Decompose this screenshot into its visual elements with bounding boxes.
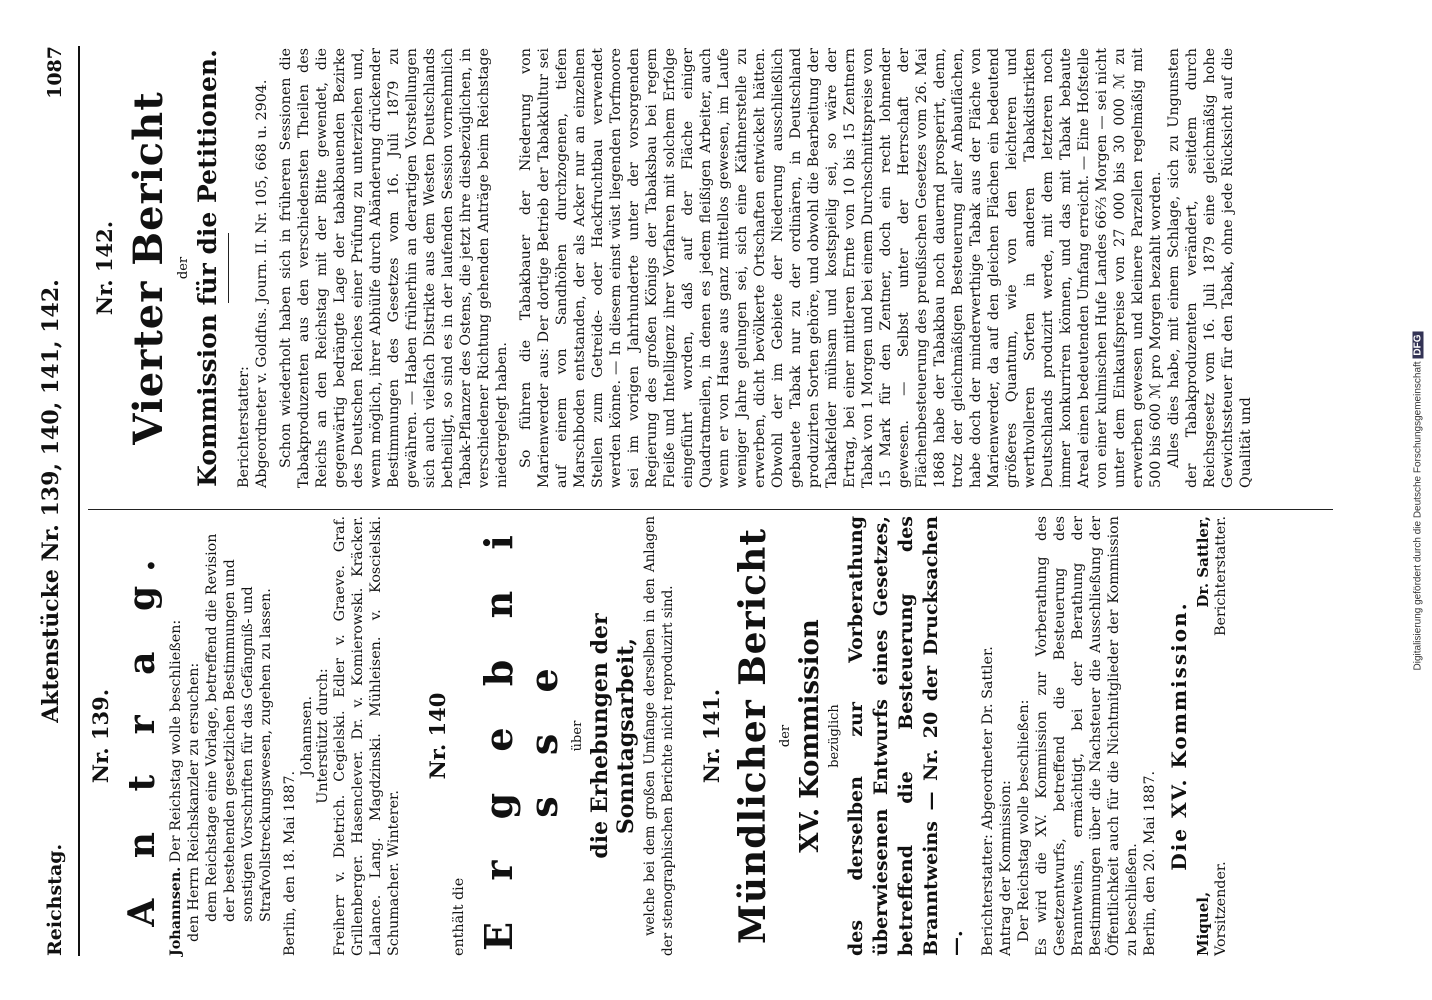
signature-right <box>1195 516 1230 636</box>
nr139-signer: Johannsen. <box>299 695 315 777</box>
nr142-p1: Schon wiederholt haben sich in früheren Sessionen die Tabakproduzenten aus den verschiedensten Theilen des Reichs an den Reichstag mit der Bitte gewendet, die gegenwärtig bedrängte Lage der tabakbauenden Bezirke des Deutschen Reiches einer Prüfung zu unterziehen und, wenn möglich, ihrer Abhülfe durch Abänderung drückender Bestimmungen des Gesetzes vom 16. Juli 1879 zu gewähren. — Haben früherhin an derartigen Vorstellungen sich auch vielfach Distrikte aus dem Westen Deutschlands betheiligt, so sind es in der laufenden Session vornehmlich Tabak-Pflanzer des Ostens, die jetzt ihre diesbezüglichen, in verschiedener Richtung gehenden Anträge beim Reichstage niedergelegt haben. <box>278 48 510 488</box>
nr142-p3: Alles dies habe, mit einem Schlage, sich zu Ungunsten der Tabakproduzenten verändert, seitdem durch Reichsgesetz vom 16. Juli 1879 eine gleichmäßig hohe Gewichtssteuer für den Tabak, ohne jede Rücksicht auf die Qualität und <box>1166 48 1254 488</box>
nr142-number: Nr. 142. <box>92 220 117 316</box>
nr139-p3: dem Reichstage eine Vorlage, betreffend die Revision der bestehenden gesetzlichen Bestimmungen und sonstigen Vorschriften für das Gefängniß- und Strafvollstreckungswesen, zugehen zu lassen. <box>204 533 274 922</box>
nr141-closing: Die XV. Kommission. <box>1167 601 1191 871</box>
nr139-date: Berlin, den 18. Mai 1887. <box>282 770 298 956</box>
nr139-number: Nr. 139. <box>88 688 113 784</box>
nr142-title: Vierter Bericht <box>125 91 172 445</box>
page-number: 1087 <box>44 46 66 99</box>
nr141-title: Mündlicher Bericht <box>732 528 774 944</box>
nr139-p1: Der Reichstag wolle beschließen: <box>168 619 184 863</box>
nr141-date: Berlin, den 20. Mai 1887. <box>1142 770 1158 956</box>
column-right <box>88 48 1255 488</box>
dfg-credit <box>1413 332 1424 671</box>
nr139-supporters: Freiherr v. Dietrich. Cegielski. Edler v. Graeve. Graf. Grillenberger. Hasenclever. Dr. v. Komierowski. Kräcker. Lalance. Lang. Magdzinski. Mühleisen. v. Koscielski. Schumacher. Winterer. <box>332 516 402 956</box>
nr139-p2: den Herrn Reichskanzler zu ersuchen: <box>186 662 202 942</box>
nr141-body: Es wird die XV. Kommission zur Vorberathung des Gesetzentwurfs, betreffend die Besteuerung des Branntweins, ermächtigt, bei der Berathung der Bestimmungen über die Nachsteuer die Ausschließung der Öffentlichkeit auch für die Nichtmitglieder der Kommission zu beschließen. <box>1034 516 1140 956</box>
nr140-ueber: über <box>570 720 585 752</box>
nr141-beschliessen: Der Reichstag wolle beschließen: <box>1016 699 1032 942</box>
nr142-reporter-label: Berichterstatter: <box>236 366 252 488</box>
nr142-der: der <box>176 256 191 280</box>
column-left <box>88 516 1230 956</box>
nr139-support-label: Unterstützt durch: <box>315 668 331 804</box>
header-left: Reichstag. <box>44 843 66 956</box>
nr141-signatures <box>1195 516 1230 956</box>
header-center: Aktenstücke Nr. 139, 140, 141, 142. <box>38 279 64 723</box>
nr141-der: der <box>778 724 793 748</box>
nr142-reporter: Abgeordneter v. Goldfus. Journ. II. Nr. 105, 668 u. 2904. <box>254 79 270 488</box>
separator-rule <box>228 233 229 303</box>
nr141-commission: XV. Kommission <box>795 619 825 853</box>
nr141-reporter: Berichterstatter: Abgeordneter Dr. Sattler. <box>980 646 996 956</box>
signature-left <box>1195 861 1230 956</box>
dfg-credit-text: Digitalisierung gefördert durch die Deutsche Forschungsgemeinschaft <box>1412 361 1424 671</box>
nr140-note: welche bei dem großen Umfange derselben in den Anlagen der stenographischen Berichte nicht reproduzirt sind. <box>642 516 676 956</box>
nr140-intro: enthält die <box>451 877 467 956</box>
nr139-title: A n t r a g. <box>121 545 163 927</box>
nr140-title: E r g e b n i s s e <box>476 521 566 951</box>
dfg-sidebar <box>1408 6 1428 996</box>
nr142-commission: Kommission für die Petitionen. <box>193 49 222 487</box>
nr142-p2: So führen die Tabakbauer der Niederung von Marienwerder aus: Der dortige Betrieb der Tabakkultur sei auf einem von Sandhöhen durchzogenen, tiefen Marschboden entstanden, der als Acker nur an einzelnen Stellen zum Getreide- oder Hackfruchtbau verwendet werden könne. — In diesem einst wüst liegenden Torfmoore sei im vorigen Jahrhunderte unter der vorsorgenden Regierung des großen Königs der Tabaksbau bei regem Fleiße und Intelligenz ihrer Vorfahren mit solchem Erfolge eingeführt worden, daß auf der Fläche einiger Quadratmeilen, in denen es jedem fleißigen Arbeiter, auch wenn er von Hause aus ganz mittellos gewesen, im Laufe weniger Jahre gelungen sei, sich eine Käthnerstelle zu erwerben, dicht bevölkerte Ortschaften entwickelt hätten. Obwohl der im Gebiete der Niederung ausschließlich gebauete Tabak nur zu der ordinären, in Deutschland produzirten Sorten gehöre, und obwohl die Bearbeitung der Tabakfelder mühsam und kostspielig sei, so wäre der Ertrag, bei einer mittleren Ernte von 10 bis 15 Zentnern Tabak von 1 Morgen und bei einem Durchschnittspreise von 15 Mark für den Zentner, doch ein recht lohnender gewesen. — Selbst unter der Herrschaft der Flächenbesteuerung des preußischen Gesetzes vom 26. Mai 1868 habe der Tabakbau noch dauernd prosperirt, denn, trotz der gleichmäßigen Besteuerung aller Anbauflächen, habe doch der minderwerthige Tabak aus der Fläche von Marienwerder, da auf den gleichen Flächen ein bedeutend größeres Quantum, wie von den leichteren und werthvolleren Sorten in anderen Tabakdistrikten Deutschlands produzirt werde, mit dem letzteren noch immer konkurriren können, und das mit Tabak bebaute Areal einen bedeutenden Umfang erreicht. — Eine Hofstelle von einer kulmischen Hufe Landes 66⅔ Morgen — sei nicht unter dem Einkaufspreise von 27 000 bis 30 000 ℳ zu erwerben gewesen und kleinere Parzellen regelmäßig mit 500 bis 600 ℳ pro Morgen bezahlt worden. <box>518 48 1164 488</box>
sig-right-name: Dr. Sattler, <box>1194 516 1212 608</box>
running-header <box>38 46 72 956</box>
sig-left-name: Miquel, <box>1194 891 1212 956</box>
nr139-lead: Johannsen. <box>168 866 184 956</box>
nr139-paragraph <box>167 516 185 956</box>
nr141-antrag-label: Antrag der Kommission: <box>998 780 1014 956</box>
header-rule <box>78 46 80 956</box>
nr140-number: Nr. 140 <box>425 692 450 780</box>
column-divider <box>88 509 1333 510</box>
nr141-number: Nr. 141. <box>699 688 724 784</box>
sig-right-role: Berichterstatter. <box>1213 516 1229 636</box>
dfg-badge: DFG <box>1413 332 1424 359</box>
nr140-subject: die Erhebungen der Sonntagsarbeit, <box>587 613 639 859</box>
sig-left-role: Vorsitzender. <box>1213 861 1229 956</box>
nr141-bezueglich: bezüglich <box>827 704 842 768</box>
nr141-subject: des derselben zur Vorberathung überwiesenen Entwurfs eines Gesetzes, betreffend die Besteuerung des Branntweins — Nr. 20 der Drucksachen —. <box>845 516 967 956</box>
